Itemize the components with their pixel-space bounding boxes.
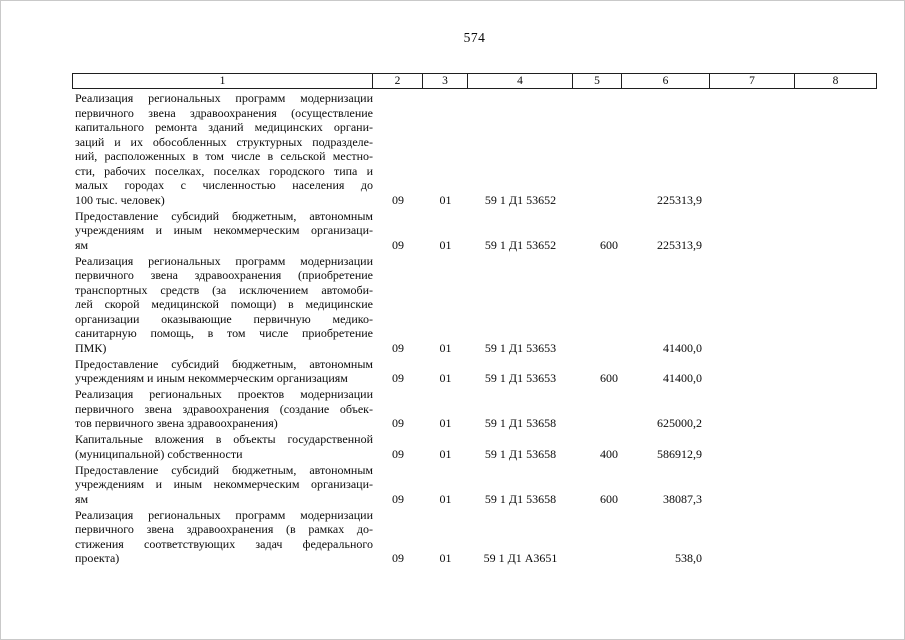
text-line: 100 тыс. человек) (75, 192, 165, 207)
text-line: первичного звена здравоохранения (приобретение (75, 268, 373, 282)
section-code-cell: 09 (392, 371, 404, 385)
table-row (72, 463, 877, 507)
table-row (72, 254, 877, 356)
text-line: учреждениям и иным некоммерческим организаци- (75, 223, 373, 237)
text-line: малых городах с численностью населения до (75, 178, 373, 192)
section-code-cell: 09 (392, 340, 404, 355)
text-line: Предоставление субсидий бюджетным, автономным (75, 462, 373, 477)
row-name-cell (72, 508, 373, 566)
amount-cell: 225313,9 (657, 192, 702, 207)
text-line: (муниципальной) собственности (75, 446, 243, 461)
target-article-code-cell: 59 1 Д1 53652 (484, 192, 557, 207)
subsection-code-cell: 01 (439, 416, 452, 430)
header-cell-1: 1 (73, 74, 373, 88)
subsection-code-cell: 01 (439, 446, 452, 461)
row-name-cell (72, 357, 373, 386)
row-name-cell (72, 209, 373, 253)
table-row (72, 432, 877, 461)
table-row (72, 91, 877, 207)
amount-cell: 38087,3 (663, 491, 702, 506)
row-name-cell (72, 91, 373, 207)
text-line: Предоставление субсидий бюджетным, автономным (75, 356, 373, 371)
amount-cell: 625000,2 (657, 416, 702, 430)
subsection-code-cell: 01 (439, 192, 452, 207)
target-article-code-cell: 59 1 Д1 53658 (484, 416, 557, 430)
section-code-cell: 09 (392, 237, 404, 252)
amount-cell: 41400,0 (663, 371, 702, 385)
text-line: тов первичного звена здравоохранения) (75, 416, 278, 430)
text-line: организации оказывающие первичную медико- (75, 311, 373, 326)
text-line: учреждениям и иным некоммерческим организациям (75, 371, 348, 385)
expense-type-code-cell: 600 (600, 237, 618, 252)
text-line: первичного звена здравоохранения (создание объек- (75, 401, 373, 416)
text-line: первичного звена здравоохранения (в рамках до- (75, 522, 373, 536)
section-code-cell: 09 (392, 491, 404, 506)
subsection-code-cell: 01 (439, 371, 452, 385)
expense-type-code-cell: 600 (600, 371, 618, 385)
text-line: санитарную помощь, в том числе приобретение (75, 326, 373, 340)
text-line: Предоставление субсидий бюджетным, автономным (75, 208, 373, 223)
header-cell-8: 8 (832, 75, 839, 87)
text-line: ям (75, 237, 89, 252)
amount-cell: 225313,9 (657, 237, 702, 252)
target-article-code-cell: 59 1 Д1 53652 (484, 237, 557, 252)
table-row (72, 357, 877, 386)
text-line: Капитальные вложения в объекты государственной (75, 432, 373, 446)
target-article-code-cell: 59 1 Д1 А3651 (483, 551, 558, 565)
subsection-code-cell: 01 (439, 551, 452, 565)
budget-table (72, 73, 877, 567)
section-code-cell: 09 (392, 192, 404, 207)
text-line: капитального ремонта зданий медицинских органи- (75, 120, 373, 134)
subsection-code-cell: 01 (439, 237, 452, 252)
target-article-code-cell: 59 1 Д1 53653 (484, 340, 557, 355)
table-row (72, 508, 877, 566)
text-line: Реализация региональных проектов модернизации (75, 387, 373, 401)
text-line: Реализация региональных программ модернизации (75, 507, 373, 522)
target-article-code-cell: 59 1 Д1 53653 (484, 371, 557, 385)
text-line: первичного звена здравоохранения (осуществление (75, 105, 373, 120)
text-line: учреждениям и иным некоммерческим организаци- (75, 477, 373, 491)
page-number: 574 (463, 30, 486, 45)
table-row (72, 387, 877, 431)
text-line: Реализация региональных программ модернизации (75, 91, 373, 105)
text-line: ний, расположенных в том числе в сельской местно- (75, 149, 373, 163)
text-line: ПМК) (75, 340, 107, 355)
amount-cell: 586912,9 (657, 446, 702, 461)
header-cell-4: 4 (468, 74, 573, 88)
header-cell-5: 5 (573, 74, 622, 88)
header-cell-6: 6 (622, 74, 710, 88)
amount-cell: 41400,0 (663, 340, 702, 355)
target-article-code-cell: 59 1 Д1 53658 (484, 446, 557, 461)
subsection-code-cell: 01 (439, 340, 452, 355)
table-row (72, 209, 877, 253)
text-line: лей скорой медицинской помощи) в медицинские (75, 297, 373, 311)
text-line: ям (75, 491, 89, 506)
text-line: проекта) (75, 551, 120, 565)
table-header-row (72, 73, 877, 89)
row-name-cell (72, 432, 373, 461)
subsection-code-cell: 01 (439, 491, 452, 506)
text-line: транспортных средств (за исключением автомоби- (75, 282, 373, 297)
section-code-cell: 09 (392, 551, 404, 565)
text-line: стижения соответствующих задач федерального (75, 536, 373, 551)
text-line: заций и их обособленных структурных подразделе- (75, 134, 373, 149)
expense-type-code-cell: 600 (600, 491, 618, 506)
text-line: Реализация региональных программ модернизации (75, 253, 373, 268)
table-body (72, 91, 877, 566)
text-line: сти, рабочих поселках, поселках городского типа и (75, 163, 373, 178)
row-name-cell (72, 387, 373, 431)
section-code-cell: 09 (392, 416, 404, 430)
amount-cell: 538,0 (675, 551, 702, 565)
header-cell-7: 7 (710, 74, 795, 88)
target-article-code-cell: 59 1 Д1 53658 (484, 491, 557, 506)
header-cell-2: 2 (373, 74, 423, 88)
row-name-cell (72, 463, 373, 507)
header-cell-3: 3 (423, 74, 468, 88)
expense-type-code-cell: 400 (600, 446, 618, 461)
section-code-cell: 09 (392, 446, 404, 461)
row-name-cell (72, 254, 373, 356)
